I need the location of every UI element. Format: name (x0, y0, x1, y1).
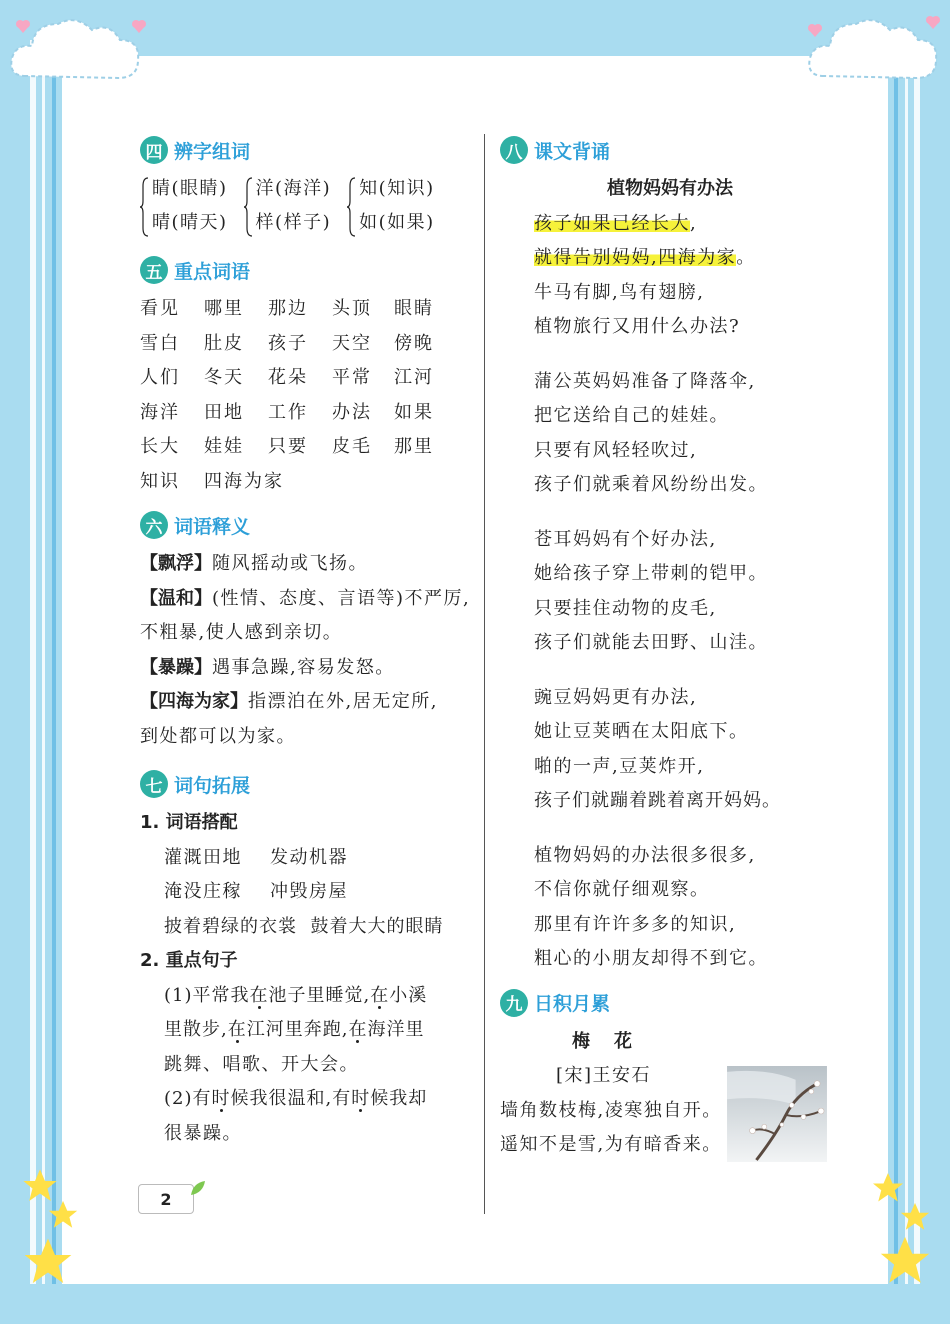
highlight: 孩子如果已经长大 (534, 212, 690, 234)
section-badge: 四 (140, 136, 168, 164)
key-word: 那边 (268, 298, 308, 319)
section-badge: 五 (140, 256, 168, 284)
poem-line: 植物妈妈的办法很多很多, (534, 844, 756, 866)
key-word: 头顶 (332, 298, 372, 319)
key-word: 田地 (204, 401, 244, 423)
section-badge: 六 (140, 511, 168, 539)
key-word: 娃娃 (204, 436, 244, 457)
pair-word: 样(样子) (255, 212, 332, 233)
pair-word: 知(知识) (359, 178, 435, 199)
frame-stripe (30, 40, 36, 1284)
key-word: 知识 (140, 470, 180, 492)
sentence-line: 很暴躁。 (164, 1122, 242, 1144)
sentence-line: (1)平常我在池子里睡觉,在小溪 (164, 984, 428, 1006)
key-word: 眼睛 (394, 298, 434, 319)
section-title: 日积月累 (534, 993, 611, 1015)
frame-stripe (905, 40, 908, 1284)
poem-line: 孩子们就乘着风纷纷出发。 (534, 474, 768, 495)
poem-line: 只要有风轻轻吹过, (534, 439, 698, 461)
section-heading (500, 987, 840, 1019)
definition: 【四海为家】指漂泊在外,居无定所, (140, 691, 438, 712)
column-divider (484, 134, 485, 1214)
definition: 【飘浮】随风摇动或飞扬。 (140, 553, 368, 574)
key-word: 江河 (394, 367, 434, 388)
star-icon (46, 1198, 80, 1232)
left-column (140, 134, 480, 1151)
key-word: 哪里 (204, 298, 244, 319)
poem-line: 只要挂住动物的皮毛, (534, 597, 717, 619)
definition-cont: 不粗暴,使人感到亲切。 (140, 622, 343, 643)
poem-line: 豌豆妈妈更有办法, (534, 686, 698, 708)
section-heading (500, 134, 840, 166)
poem-line: 孩子们就能去田野、山洼。 (534, 632, 768, 653)
section-badge: 九 (500, 989, 528, 1017)
poem-title: 梅花 (572, 1030, 656, 1052)
key-word: 傍晚 (394, 332, 434, 354)
pair-word: 睛(眼睛) (152, 178, 228, 199)
cloud-icon (6, 6, 146, 92)
right-column (500, 134, 840, 1163)
poem-line: 牛马有脚,鸟有翅膀, (534, 281, 705, 303)
section-title: 词句拓展 (174, 774, 251, 797)
key-word: 看见 (140, 298, 180, 319)
star-icon (898, 1200, 932, 1234)
sub-title: 1. 词语搭配 (140, 812, 238, 833)
key-word: 长大 (140, 436, 180, 457)
key-word: 皮毛 (332, 436, 372, 457)
poem-line: 啪的一声,豆荚炸开, (534, 755, 705, 777)
frame-stripe (894, 40, 898, 1284)
collocations (140, 841, 480, 945)
section-title: 辨字组词 (174, 140, 251, 163)
sentence-line: 跳舞、唱歌、开大会。 (164, 1053, 359, 1075)
poem-line: 墙角数枝梅,凌寒独自开。 (500, 1099, 722, 1121)
definitions (140, 547, 480, 754)
key-word: 平常 (332, 367, 372, 388)
plum-blossom-painting (726, 1066, 828, 1162)
highlight: 就得告别妈妈,四海为家 (534, 247, 737, 268)
definition: 【温和】(性情、态度、言语等)不严厉, (140, 587, 471, 609)
sentence-line: 里散步,在江河里奔跑,在海洋里 (164, 1019, 425, 1040)
poem-line: 那里有许许多多的知识, (534, 913, 737, 935)
key-word: 雪白 (140, 332, 180, 354)
poem-title: 植物妈妈有办法 (607, 178, 733, 199)
key-word: 办法 (332, 401, 372, 423)
stanza (500, 839, 840, 977)
page-number: 2 (138, 1184, 194, 1214)
section-title: 词语释义 (174, 515, 251, 538)
definition: 【暴躁】遇事急躁,容易发怒。 (140, 656, 395, 678)
section-heading (140, 509, 480, 541)
char-pair (140, 172, 228, 240)
brace-icon (140, 172, 150, 240)
section-heading (140, 134, 480, 166)
stanza (500, 365, 840, 503)
cloud-icon (804, 6, 944, 92)
poem-line: 孩子们就蹦着跳着离开妈妈。 (534, 790, 781, 811)
poem-line: 就得告别妈妈,四海为家。 (534, 247, 756, 268)
poem-line: 把它送给自己的娃娃。 (534, 405, 729, 426)
key-words-grid (140, 292, 480, 499)
frame-stripe (42, 40, 45, 1284)
char-pair (244, 172, 332, 240)
key-word: 肚皮 (204, 332, 244, 354)
pair-word: 洋(海洋) (255, 178, 332, 199)
sentence-line: (2)有时候我很温和,有时候我却 (164, 1088, 428, 1109)
poem-author: [宋]王安石 (556, 1065, 652, 1086)
star-icon (20, 1234, 76, 1290)
key-sentences (140, 979, 480, 1152)
pair-word: 晴(晴天) (152, 212, 228, 233)
poem-line: 孩子如果已经长大, (534, 212, 698, 234)
poem-line: 粗心的小朋友却得不到它。 (534, 948, 768, 969)
collocation-row: 淹没庄稼 冲毁房屋 (164, 881, 348, 902)
poem-line: 她给孩子穿上带刺的铠甲。 (534, 563, 768, 584)
key-word: 如果 (394, 401, 434, 423)
key-word: 孩子 (268, 332, 308, 354)
section-title: 重点词语 (174, 260, 251, 283)
stanza (500, 681, 840, 819)
key-word: 只要 (268, 436, 308, 457)
section-heading (140, 768, 480, 800)
key-word: 工作 (268, 401, 308, 423)
key-word: 冬天 (204, 367, 244, 388)
key-word: 花朵 (268, 367, 308, 388)
poem-line: 植物旅行又用什么办法? (534, 316, 741, 337)
section-badge: 七 (140, 770, 168, 798)
key-word: 那里 (394, 436, 434, 457)
section-heading (140, 254, 480, 286)
collocation-row: 披着碧绿的衣裳 鼓着大大的眼睛 (164, 915, 444, 937)
key-word: 天空 (332, 332, 372, 354)
collocation-row: 灌溉田地 发动机器 (164, 846, 348, 868)
section-badge: 八 (500, 136, 528, 164)
key-word: 海洋 (140, 401, 180, 423)
key-word: 人们 (140, 367, 180, 388)
leaf-icon (189, 1179, 207, 1197)
poem-line: 她让豆荚晒在太阳底下。 (534, 721, 749, 742)
stanza (500, 207, 840, 345)
section-title: 课文背诵 (534, 140, 611, 163)
key-word: 四海为家 (204, 470, 284, 492)
char-pair (347, 172, 435, 240)
poem-line: 苍耳妈妈有个好办法, (534, 528, 717, 550)
sub-title: 2. 重点句子 (140, 950, 238, 971)
brace-icon (347, 172, 357, 240)
char-pairs (140, 172, 480, 240)
poem-line: 不信你就仔细观察。 (534, 879, 710, 900)
brace-icon (244, 172, 254, 240)
star-icon (876, 1232, 934, 1290)
frame-stripe (914, 40, 920, 1284)
poem-line: 遥知不是雪,为有暗香来。 (500, 1134, 722, 1155)
stanza (500, 523, 840, 661)
pair-word: 如(如果) (359, 212, 435, 233)
definition-cont: 到处都可以为家。 (140, 725, 296, 747)
poem-line: 蒲公英妈妈准备了降落伞, (534, 370, 756, 392)
frame-stripe (52, 40, 56, 1284)
